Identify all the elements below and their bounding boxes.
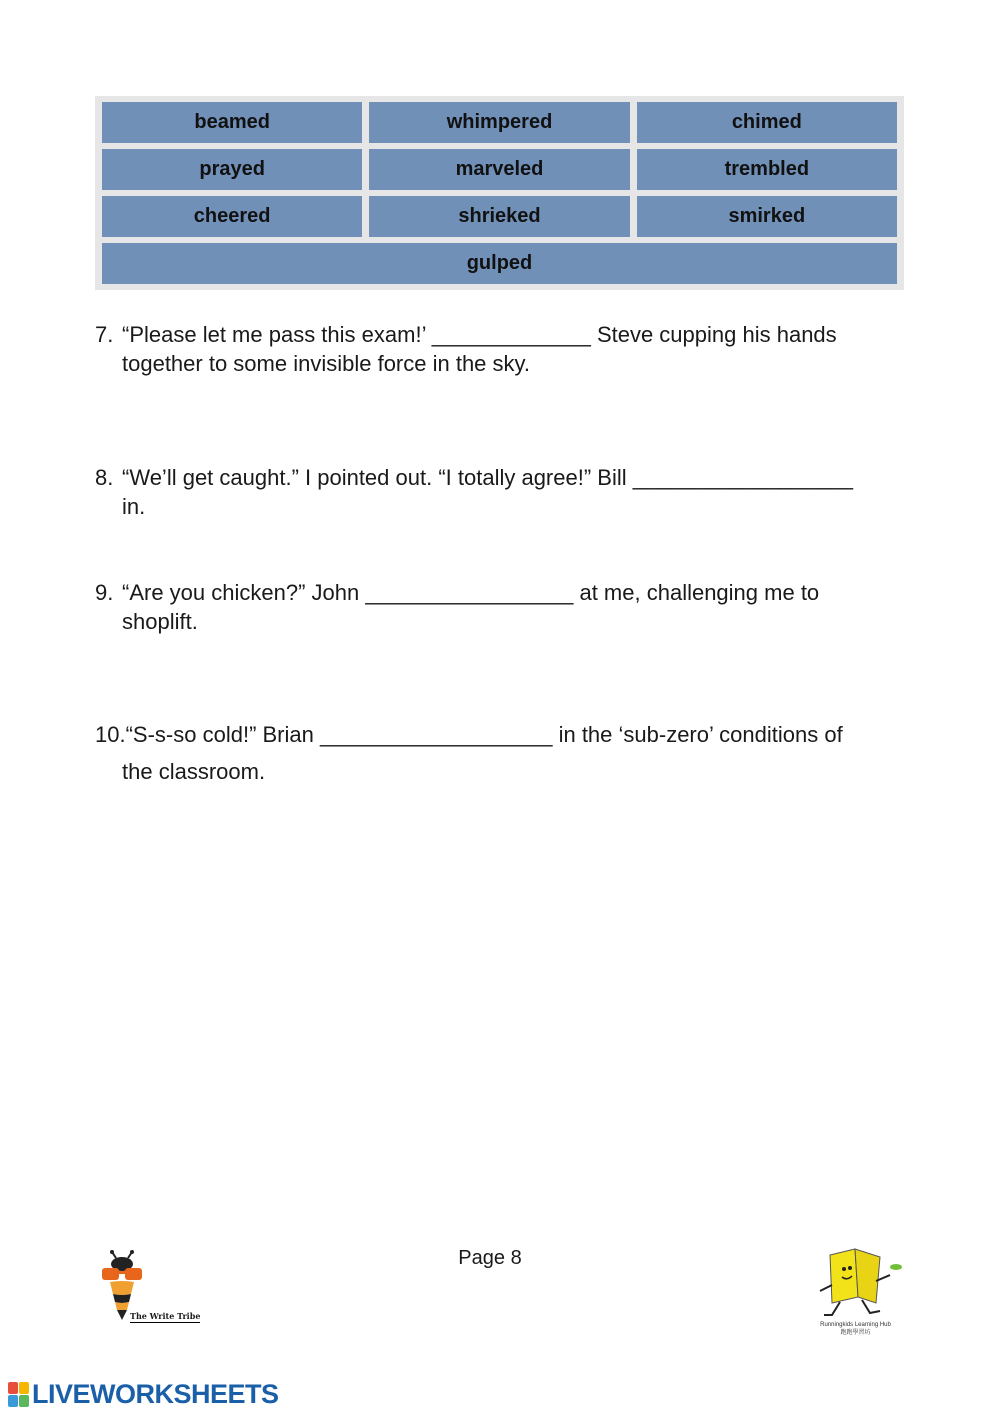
runningkids-caption-zh: 跑跑學習坊	[840, 1330, 871, 1336]
question-line	[95, 463, 910, 492]
question-10	[95, 716, 910, 790]
question-continuation: together to some invisible force in the sky.	[122, 351, 531, 376]
question-continuation: in.	[122, 494, 146, 519]
write-tribe-caption: The Write Tribe	[130, 1311, 201, 1321]
question-continuation: shoplift.	[122, 609, 198, 634]
answer-blank[interactable]: ___________________	[319, 722, 553, 747]
word-bank-cell[interactable]: shrieked	[369, 196, 629, 237]
question-line	[95, 578, 910, 607]
question-text: “Please let me pass this exam!’	[122, 322, 432, 347]
liveworksheets-wordmark: LIVEWORKSHEETS	[32, 1378, 279, 1409]
word-bank-cell[interactable]: beamed	[102, 102, 362, 143]
answer-blank[interactable]: __________________	[632, 465, 853, 490]
runningkids-caption	[808, 1321, 903, 1337]
page-number: Page 8	[458, 1247, 522, 1269]
word-bank-cell[interactable]: prayed	[102, 149, 362, 190]
word-bank-cell[interactable]: trembled	[637, 149, 897, 190]
question-text: “We’ll get caught.” I pointed out. “I totally agree!” Bill	[122, 465, 633, 490]
answer-blank[interactable]: _________________	[365, 580, 574, 605]
word-bank-grid	[102, 102, 897, 284]
question-7	[95, 320, 910, 378]
question-text: at me, challenging me to	[573, 580, 820, 605]
runningkids-caption-en: Runningkids Learning Hub	[820, 1322, 891, 1328]
question-text: “S-s-so cold!” Brian	[125, 722, 320, 747]
running-book-logo	[810, 1245, 905, 1320]
question-9	[95, 578, 910, 636]
question-number: 10.	[95, 722, 126, 747]
word-bank-cell[interactable]: whimpered	[369, 102, 629, 143]
word-bank-cell-wide[interactable]: gulped	[102, 243, 897, 284]
word-bank-cell[interactable]: marveled	[369, 149, 629, 190]
question-continuation: the classroom.	[122, 759, 266, 784]
liveworksheets-icon	[8, 1382, 29, 1407]
question-number: 9.	[95, 580, 114, 605]
question-number: 8.	[95, 465, 114, 490]
liveworksheets-brand[interactable]	[8, 1378, 279, 1410]
question-8	[95, 463, 910, 521]
question-text: in the ‘sub-zero’ conditions of	[552, 722, 843, 747]
question-number: 7.	[95, 322, 114, 347]
word-bank-cell[interactable]: cheered	[102, 196, 362, 237]
word-bank-cell[interactable]: chimed	[637, 102, 897, 143]
answer-blank[interactable]: _____________	[431, 322, 591, 347]
question-text: Steve cupping his hands	[590, 322, 837, 347]
question-text: “Are you chicken?” John	[122, 580, 366, 605]
word-bank-cell[interactable]: smirked	[637, 196, 897, 237]
word-bank-table	[95, 96, 904, 290]
question-line	[95, 716, 910, 753]
question-line	[95, 320, 910, 349]
